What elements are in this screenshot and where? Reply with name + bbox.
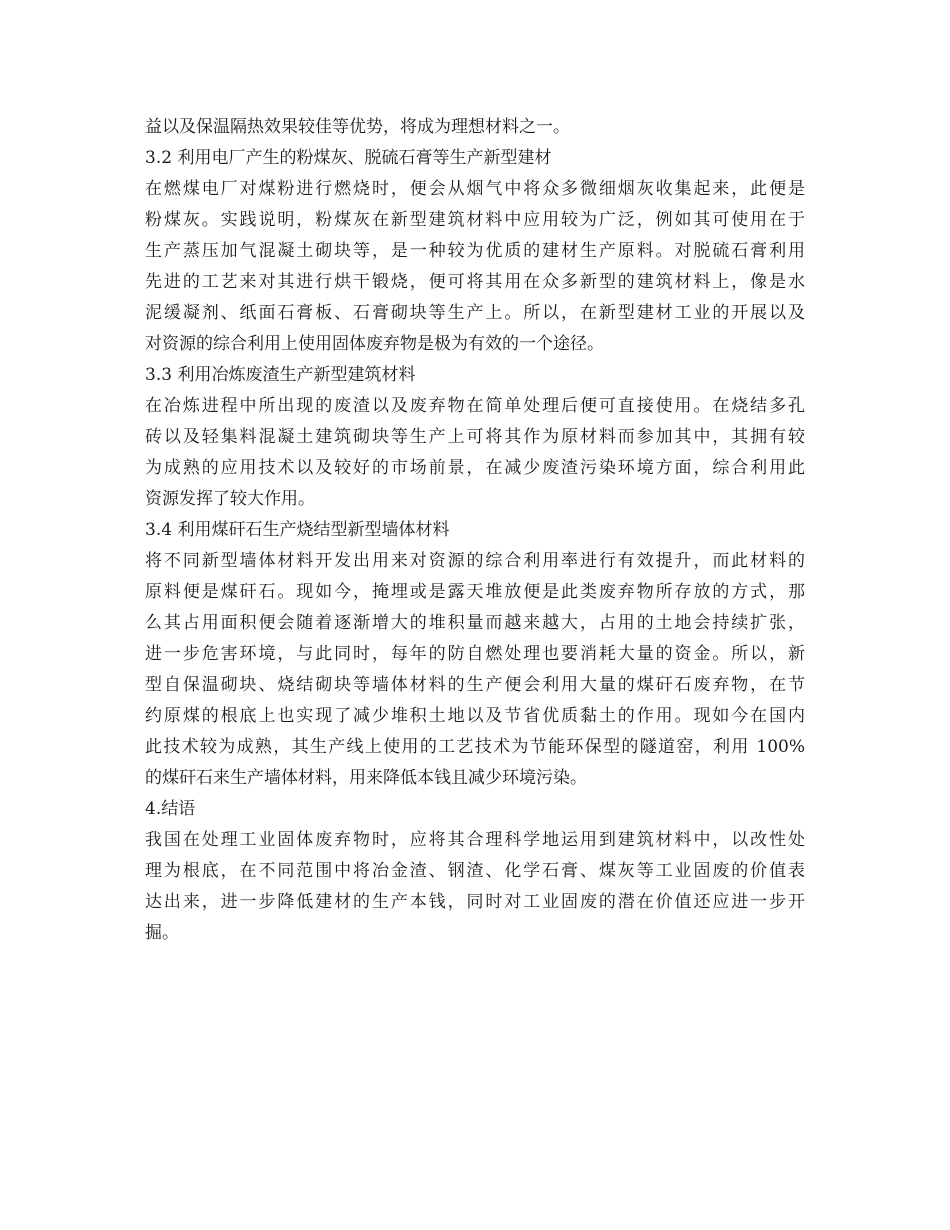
text-line: 在燃煤电厂对煤粉进行燃烧时，便会从烟气中将众多微细烟灰收集起来，此便是 (145, 179, 805, 199)
text-line: 进一步危害环境，与此同时，每年的防自燃处理也要消耗大量的资金。所以，新 (145, 644, 805, 664)
paragraph-intro-tail (145, 112, 805, 143)
text-line: 资源发挥了较大作用。 (145, 489, 315, 509)
text-line: 达出来，进一步降低建材的生产本钱，同时对工业固废的潜在价值还应进一步开 (145, 892, 805, 912)
section-heading-4: 4.结语 (145, 799, 196, 819)
text-line: 益以及保温隔热效果较佳等优势，将成为理想材料之一。 (145, 117, 570, 137)
text-line: 约原煤的根底上也实现了减少堆积土地以及节省优质黏土的作用。现如今在国内 (145, 706, 805, 726)
text-line: 么其占用面积便会随着逐渐增大的堆积量而越来越大，占用的土地会持续扩张， (145, 613, 805, 633)
paragraph-smelting-slag (145, 391, 805, 515)
text-line: 理为根底，在不同范围中将冶金渣、钢渣、化学石膏、煤灰等工业固废的价值表 (145, 861, 805, 881)
section-heading-3-4: 3.4 利用煤矸石生产烧结型新型墙体材料 (145, 520, 450, 540)
text-line: 我国在处理工业固体废弃物时，应将其合理科学地运用到建筑材料中，以改性处 (145, 830, 805, 850)
text-line: 型自保温砌块、烧结砌块等墙体材料的生产便会利用大量的煤矸石废弃物，在节 (145, 675, 805, 695)
text-line: 在冶炼进程中所出现的废渣以及废弃物在简单处理后便可直接使用。在烧结多孔 (145, 396, 805, 416)
text-line: 对资源的综合利用上使用固体废弃物是极为有效的一个途径。 (145, 334, 604, 354)
text-line: 掘。 (145, 923, 179, 943)
text-line: 为成熟的应用技术以及较好的市场前景，在减少废渣污染环境方面，综合利用此 (145, 458, 805, 478)
section-heading-3-2: 3.2 利用电厂产生的粉煤灰、脱硫石膏等生产新型建材 (145, 148, 552, 168)
section-heading-3-3: 3.3 利用冶炼废渣生产新型建筑材料 (145, 365, 416, 385)
text-line: 原料便是煤矸石。现如今，掩埋或是露天堆放便是此类废弃物所存放的方式，那 (145, 582, 805, 602)
document-page (145, 112, 805, 949)
text-line: 泥缓凝剂、纸面石膏板、石膏砌块等生产上。所以，在新型建材工业的开展以及 (145, 303, 805, 323)
paragraph-conclusion (145, 825, 805, 949)
text-line: 的煤矸石来生产墙体材料，用来降低本钱且减少环境污染。 (145, 768, 587, 788)
text-line: 先进的工艺来对其进行烘干锻烧，便可将其用在众多新型的建筑材料上，像是水 (145, 272, 805, 292)
text-line: 粉煤灰。实践说明，粉煤灰在新型建筑材料中应用较为广泛，例如其可使用在于 (145, 210, 805, 230)
text-line: 生产蒸压加气混凝土砌块等，是一种较为优质的建材生产原料。对脱硫石膏利用 (145, 241, 805, 261)
text-line: 砖以及轻集料混凝土建筑砌块等生产上可将其作为原材料而参加其中，其拥有较 (145, 427, 805, 447)
text-line: 将不同新型墙体材料开发出用来对资源的综合利用率进行有效提升，而此材料的 (145, 551, 805, 571)
text-line: 此技术较为成熟，其生产线上使用的工艺技术为节能环保型的隧道窑，利用 100% (145, 737, 805, 757)
paragraph-coal-gangue (145, 546, 805, 794)
paragraph-fly-ash (145, 174, 805, 360)
